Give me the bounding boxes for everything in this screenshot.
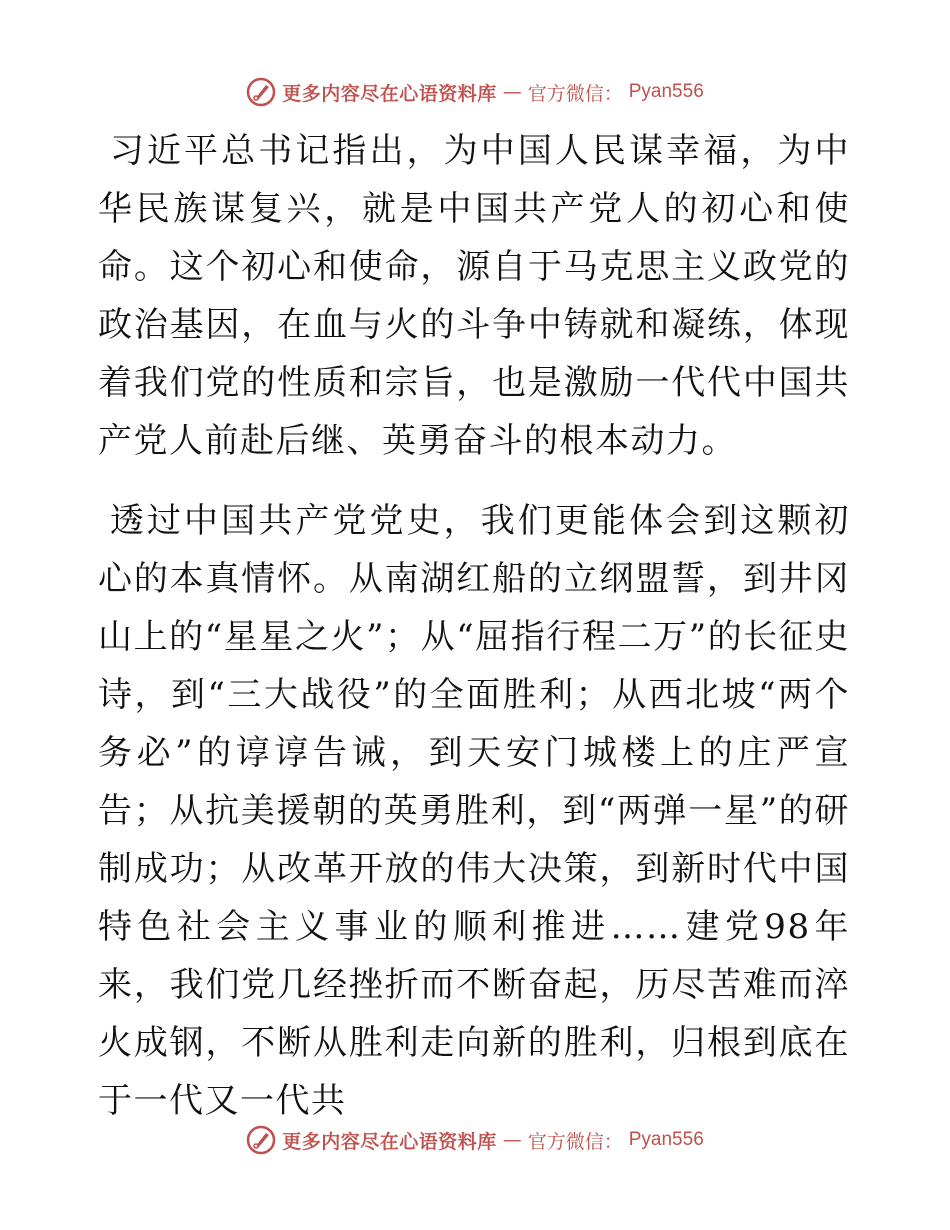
- banner-wechat-label: 官方微信：: [527, 82, 623, 105]
- footer-watermark-banner: [0, 1120, 950, 1160]
- paragraph-2: 透过中国共产党党史，我们更能体会到这颗初心的本真情怀。从南湖红船的立纲盟誓，到井冈山上的“星星之火”；从“屈指行程二万”的长征史诗，到“三大战役”的全面胜利；从西北坡“两个务必”的谆谆告诫，到天安门城楼上的庄严宣告；从抗美援朝的英勇胜利，到“两弹一星”的研制成功；从改革开放的伟大决策，到新时代中国特色社会主义事业的顺利推进……建党98年来，我们党几经挫折而不断奋起，历尽苦难而淬火成钢，不断从胜利走向新的胜利，归根到底在于一代又一代共: [98, 501, 850, 1121]
- banner-brand-text: 更多内容尽在心语资料库: [282, 1130, 497, 1153]
- paragraph-1: 习近平总书记指出，为中国人民谋幸福，为中华民族谋复兴，就是中国共产党人的初心和使命。这个初心和使命，源自于马克思主义政党的政治基因，在血与火的斗争中铸就和凝练，体现着我们党的性质和宗旨，也是激励一代代中国共产党人前赴后继、英勇奋斗的根本动力。: [98, 131, 850, 461]
- banner-wechat-label: 官方微信：: [527, 1130, 623, 1153]
- banner-separator: —: [502, 81, 522, 103]
- header-watermark-banner: [0, 72, 950, 112]
- banner-wechat-id: Pyan556: [628, 81, 704, 102]
- quill-logo-icon: [246, 1125, 276, 1155]
- banner-separator: —: [502, 1129, 522, 1151]
- banner-wechat-id: Pyan556: [628, 1129, 704, 1150]
- quill-logo-icon: [246, 77, 276, 107]
- document-body: [98, 122, 850, 1152]
- banner-brand-text: 更多内容尽在心语资料库: [282, 82, 497, 105]
